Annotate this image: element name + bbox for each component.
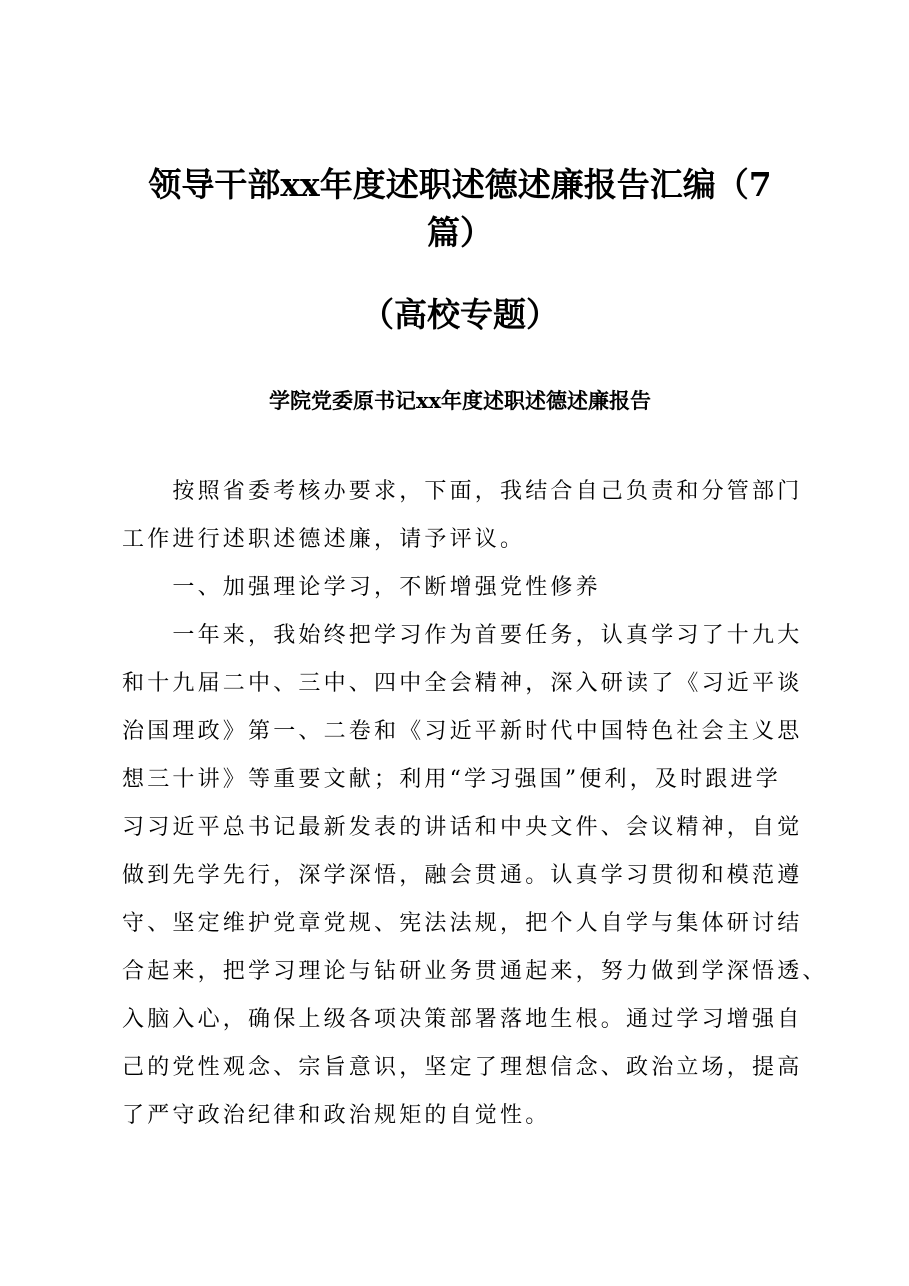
body-line: 工作进行述职述德述廉，请予评议。 [122, 527, 526, 552]
section-title: 学院党委原书记xx年度述职述德述廉报告 [268, 388, 652, 413]
body-line: 想三十讲》等重要文献；利用“学习强国”便利，及时跟进学 [122, 767, 781, 792]
body-line: 合起来，把学习理论与钻研业务贯通起来，努力做到学深悟透、 [122, 959, 828, 984]
body-line: 习习近平总书记最新发表的讲话和中央文件、会议精神，自觉 [122, 815, 803, 840]
heading-line: 一、加强理论学习，不断增强党性修养 [122, 575, 601, 600]
body-line: 一年来，我始终把学习作为首要任务，认真学习了十九大 [122, 623, 803, 648]
body-line: 按照省委考核办要求，下面，我结合自己负责和分管部门 [122, 479, 803, 504]
document-title-line-2: 篇） [427, 213, 493, 252]
body-line: 己的党性观念、宗旨意识，坚定了理想信念、政治立场，提高 [122, 1055, 803, 1080]
document-title-line-1: 领导干部xx年度述职述德述廉报告汇编（7 [148, 165, 772, 204]
document-subtitle: （高校专题） [361, 295, 559, 334]
body-line: 了严守政治纪律和政治规矩的自觉性。 [122, 1103, 551, 1128]
body-line: 做到先学先行，深学深悟，融会贯通。认真学习贯彻和模范遵 [122, 863, 803, 888]
body-line: 入脑入心，确保上级各项决策部署落地生根。通过学习增强自 [122, 1007, 803, 1032]
body-line: 治国理政》第一、二卷和《习近平新时代中国特色社会主义思 [122, 719, 803, 744]
body-line: 守、坚定维护党章党规、宪法法规，把个人自学与集体研讨结 [122, 911, 803, 936]
body-line: 和十九届二中、三中、四中全会精神，深入研读了《习近平谈 [122, 671, 803, 696]
